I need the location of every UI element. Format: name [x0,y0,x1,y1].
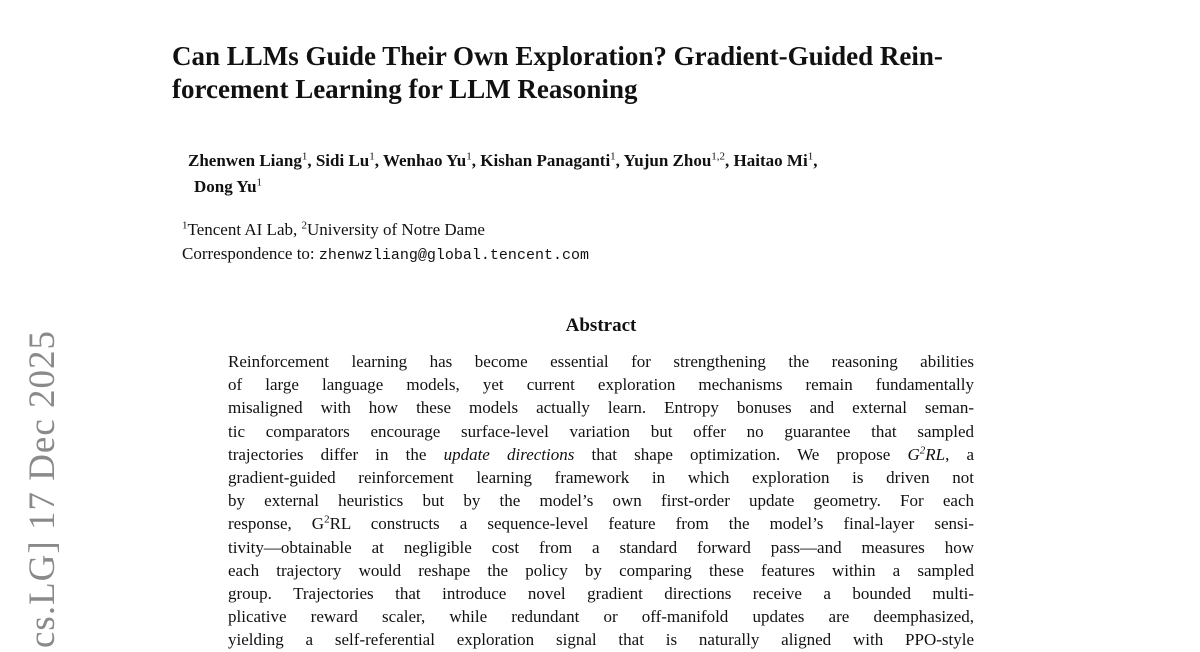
affiliation-number: 1 [182,219,188,232]
author-affiliation-mark: 1 [466,150,472,163]
affiliation-name: Tencent AI Lab, [187,220,302,239]
author-affiliation-mark: 1,2 [711,150,726,163]
author-name: Zhenwen Liang [188,151,302,170]
abstract-line: plicative reward scaler, while redundant or off-manifold updates are deemphasized, [228,607,974,627]
abstract-line: group. Trajectories that introduce novel gradient directions receive a bounded multi- [228,584,974,604]
author-list: Zhenwen Liang$^1$, Sidi Lu$^1$, Wenhao Yu$^1$, Kishan Panaganti$^1$, Yujun Zhou$^{1,2}$, Haitao Mi$^1$, Dong Yu$^1$ [188,148,988,200]
affiliation-name: University of Notre Dame [307,220,485,239]
abstract-line: each trajectory would reshape the policy by comparing these features within a sampled [228,560,974,580]
abstract-heading: Abstract [565,315,637,336]
correspondence-line [182,242,882,268]
abstract-line: misaligned with how these models actually learn. Entropy bonuses and external seman- [228,398,974,418]
affiliation-number: 2 [301,219,307,232]
correspondence-email[interactable]: zhenwzliang@global.tencent.com [318,247,589,264]
abstract-line: by external heuristics but by the model’s own first-order update geometry. For each [228,491,974,511]
abstract-line: tivity—obtainable at negligible cost from a standard forward pass—and measures how [228,537,974,557]
author-line-2 [188,174,988,200]
emphasis-update-directions: update directions [443,444,575,464]
abstract-line: tic comparators encourage surface-level variation but offer no guarantee that sampled [228,421,974,441]
author-name: Wenhao Yu [382,151,467,170]
affiliations-block [182,218,882,268]
paper-title [172,40,1042,106]
method-name: $G^2RL$ [907,444,946,464]
correspondence-label: Correspondence to: [182,244,319,263]
abstract-line: trajectories differ in the update directions that shape optimization. We propose $G^2RL$, a [228,444,975,464]
abstract-line: gradient-guided reinforcement learning framework in which exploration is driven not [228,468,974,488]
title-line-2: forcement Learning for LLM Reasoning [172,74,638,104]
author-name: Haitao Mi [733,151,808,170]
affiliation-line [182,218,882,242]
arxiv-side-stamp: cs.LG] 17 Dec 2025 [22,329,63,648]
abstract-line: response, $G^2RL$ constructs a sequence-level feature from the model’s final-layer sensi- [228,513,974,534]
author-name: Kishan Panaganti [480,151,611,170]
author-name: Yujun Zhou [623,151,712,170]
abstract-line: yielding a self-referential exploration signal that is naturally aligned with PPO-style [228,630,974,650]
title-line-1: Can LLMs Guide Their Own Exploration? Gradient-Guided Rein- [172,41,943,71]
author-affiliation-mark: 1 [301,150,308,163]
author-affiliation-mark: 1 [610,150,616,163]
author-affiliation-mark: 1 [256,176,263,189]
author-name: Dong Yu [194,177,257,196]
author-affiliation-mark: 1 [807,150,814,163]
abstract-line: of large language models, yet current exploration mechanisms remain fundamentally [228,375,974,395]
author-affiliation-mark: 1 [369,150,375,163]
abstract-body [228,350,974,652]
abstract-line: Reinforcement learning has become essential for strengthening the reasoning abilities [228,352,974,371]
author-name: Sidi Lu [315,151,370,170]
